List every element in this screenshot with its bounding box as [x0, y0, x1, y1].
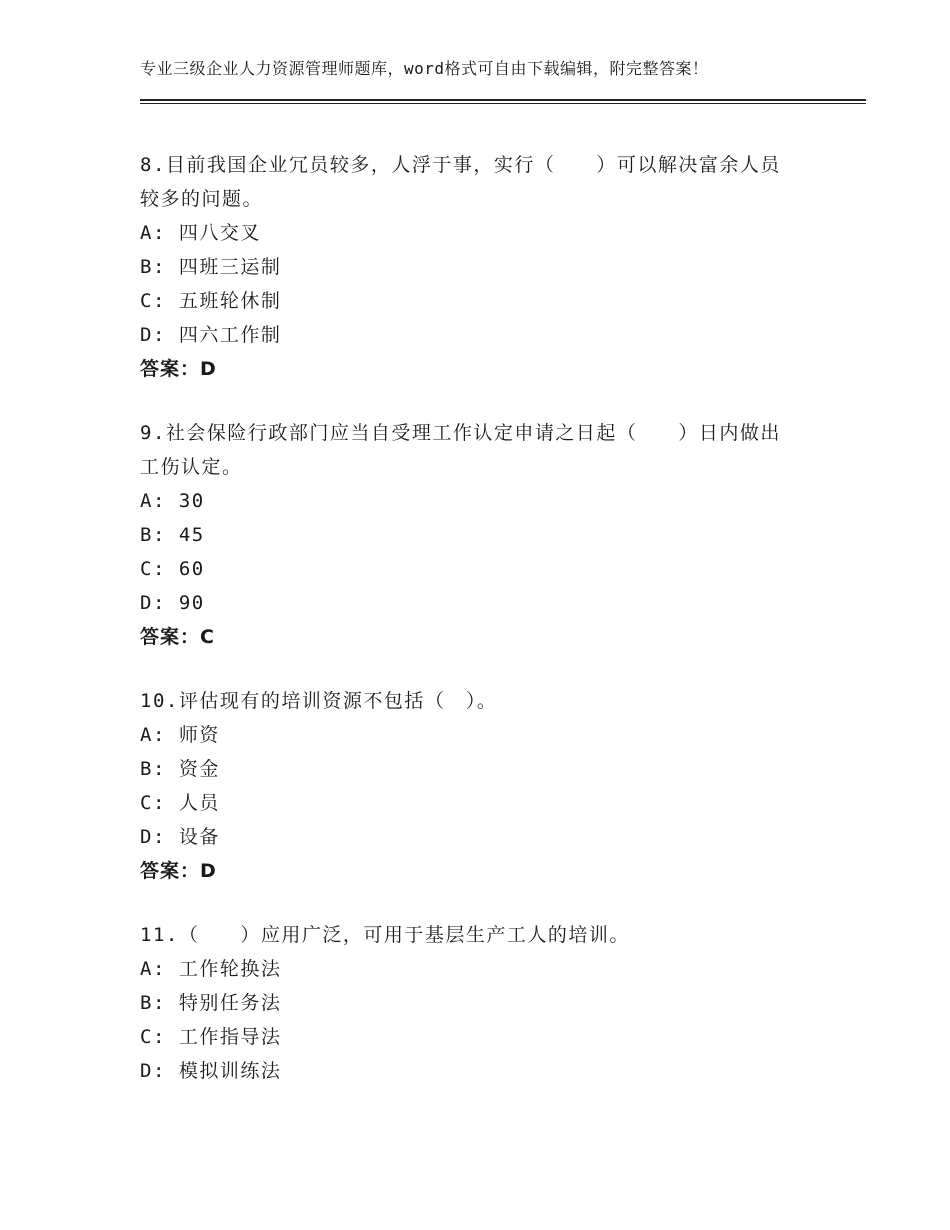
option-b: B: 资金	[140, 758, 220, 780]
document-header: 专业三级企业人力资源管理师题库，word格式可自由下载编辑，附完整答案！	[140, 59, 709, 78]
question-stem: 10.评估现有的培训资源不包括（ ）。	[140, 690, 498, 712]
option-b: B: 特别任务法	[140, 992, 282, 1014]
option-c: C: 工作指导法	[140, 1026, 282, 1048]
option-a: A: 工作轮换法	[140, 958, 282, 980]
option-a: A: 四八交叉	[140, 222, 261, 244]
option-b: B: 四班三运制	[140, 256, 282, 278]
option-c: C: 人员	[140, 792, 220, 814]
option-d: D: 设备	[140, 826, 220, 848]
question-list	[140, 148, 800, 1118]
option-d: D: 模拟训练法	[140, 1060, 282, 1082]
question-stem: 11.（ ）应用广泛，可用于基层生产工人的培训。	[140, 924, 630, 946]
option-a: A: 师资	[140, 724, 220, 746]
question-stem: 8.目前我国企业冗员较多，人浮于事，实行（ ）可以解决富余人员较多的问题。	[140, 154, 781, 210]
question-9	[140, 416, 800, 654]
header-rule-thick	[140, 99, 866, 101]
option-a: A: 30	[140, 490, 205, 512]
option-d: D: 90	[140, 592, 205, 614]
header-rule-thin	[140, 103, 866, 104]
option-c: C: 60	[140, 558, 205, 580]
option-d: D: 四六工作制	[140, 324, 282, 346]
question-8	[140, 148, 800, 386]
answer-line: 答案：D	[140, 860, 217, 882]
answer-line: 答案：C	[140, 626, 215, 648]
question-stem: 9.社会保险行政部门应当自受理工作认定申请之日起（ ）日内做出工伤认定。	[140, 422, 781, 478]
question-11	[140, 918, 800, 1088]
option-b: B: 45	[140, 524, 205, 546]
answer-line: 答案：D	[140, 358, 217, 380]
question-10	[140, 684, 800, 888]
option-c: C: 五班轮休制	[140, 290, 282, 312]
